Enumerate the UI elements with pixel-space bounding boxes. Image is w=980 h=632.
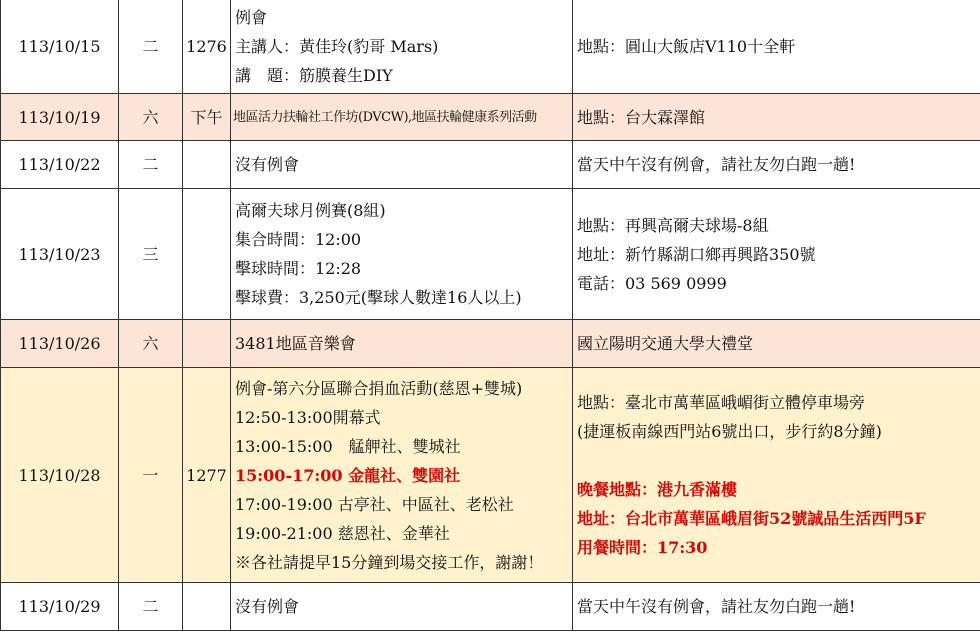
table-row <box>1 94 980 141</box>
weekday-cell: 一 <box>119 368 183 583</box>
info-cell <box>573 0 980 94</box>
content-line: 15:00-17:00 金龍社、雙園社 <box>235 465 461 485</box>
content-line: 地區活力扶輪社工作坊(DVCW),地區扶輪健康系列活動 <box>233 109 537 125</box>
date-cell: 113/10/15 <box>1 0 119 94</box>
date-cell: 113/10/28 <box>1 368 119 583</box>
table-row <box>1 0 980 94</box>
info-line: 地址：新竹縣湖口鄉再興路350號 <box>577 244 816 264</box>
meeting-number-cell <box>183 320 231 368</box>
weekday-cell: 二 <box>119 0 183 94</box>
content-line: ※各社請提早15分鐘到場交接工作，謝謝！ <box>235 552 544 572</box>
info-cell <box>573 141 980 189</box>
content-line: 沒有例會 <box>235 597 300 616</box>
content-line: 沒有例會 <box>235 155 300 174</box>
weekday-cell: 二 <box>119 583 183 631</box>
meeting-number-cell <box>183 189 231 320</box>
weekday-cell: 三 <box>119 189 183 320</box>
content-cell <box>231 189 573 320</box>
spacer-line <box>577 446 976 475</box>
weekday-cell: 二 <box>119 141 183 189</box>
info-cell <box>573 320 980 368</box>
info-cell <box>573 368 980 583</box>
content-line: 擊球費：3,250元(擊球人數達16人以上) <box>235 288 522 307</box>
info-line: 地址：台北市萬華區峨眉街52號誠品生活西門5F <box>577 509 926 528</box>
info-line: 地點：圓山大飯店V110十全軒 <box>577 36 796 56</box>
content-cell <box>231 94 573 141</box>
content-line: 例會 <box>235 7 268 27</box>
date-cell: 113/10/19 <box>1 94 119 141</box>
info-line: 當天中午沒有例會，請社友勿白跑一趟! <box>577 597 856 616</box>
meeting-number-cell <box>183 583 231 631</box>
meeting-number-cell: 1277 <box>183 368 231 583</box>
table-row <box>1 583 980 631</box>
meeting-number-cell <box>183 141 231 189</box>
info-cell <box>573 94 980 141</box>
content-line: 主講人：黃佳玲(豹哥 Mars) <box>235 36 439 56</box>
table-row <box>1 141 980 189</box>
weekday-cell: 六 <box>119 320 183 368</box>
content-line: 講 題：筋膜養生DIY <box>235 65 393 85</box>
info-line: 地點：再興高爾夫球場-8組 <box>577 215 769 235</box>
content-cell <box>231 141 573 189</box>
info-cell <box>573 583 980 631</box>
content-line: 集合時間：12:00 <box>235 230 362 249</box>
content-cell <box>231 320 573 368</box>
content-cell <box>231 583 573 631</box>
table-row <box>1 189 980 320</box>
date-cell: 113/10/23 <box>1 189 119 320</box>
date-cell: 113/10/29 <box>1 583 119 631</box>
content-line: 19:00-21:00 慈恩社、金華社 <box>235 523 450 543</box>
content-line: 3481地區音樂會 <box>235 334 356 353</box>
content-line: 高爾夫球月例賽(8組) <box>235 201 386 220</box>
info-line: 地點：台大霖澤館 <box>577 107 706 127</box>
meeting-number-cell: 下午 <box>183 94 231 141</box>
content-line: 例會-第六分區聯合捐血活動(慈恩+雙城) <box>235 378 523 398</box>
content-line: 17:00-19:00 古亭社、中區社、老松社 <box>235 494 514 514</box>
weekday-cell: 六 <box>119 94 183 141</box>
content-line: 13:00-15:00 艋舺社、雙城社 <box>235 436 461 456</box>
info-line: 晚餐地點：港九香滿樓 <box>577 480 738 499</box>
content-cell <box>231 0 573 94</box>
meeting-number-cell: 1276 <box>183 0 231 94</box>
content-line: 擊球時間：12:28 <box>235 259 362 278</box>
table-row <box>1 368 980 583</box>
date-cell: 113/10/22 <box>1 141 119 189</box>
table-row <box>1 320 980 368</box>
date-cell: 113/10/26 <box>1 320 119 368</box>
content-line: 12:50-13:00開幕式 <box>235 407 381 427</box>
info-line: 用餐時間：17:30 <box>577 538 708 557</box>
info-line: (捷運板南線西門站6號出口，步行約8分鐘) <box>577 422 882 441</box>
content-cell <box>231 368 573 583</box>
info-cell <box>573 189 980 320</box>
info-line: 當天中午沒有例會，請社友勿白跑一趟! <box>577 155 856 174</box>
info-line: 電話：03 569 0999 <box>577 273 727 293</box>
info-line: 地點：臺北市萬華區峨嵋街立體停車場旁 <box>577 393 866 412</box>
info-line: 國立陽明交通大學大禮堂 <box>577 334 754 353</box>
